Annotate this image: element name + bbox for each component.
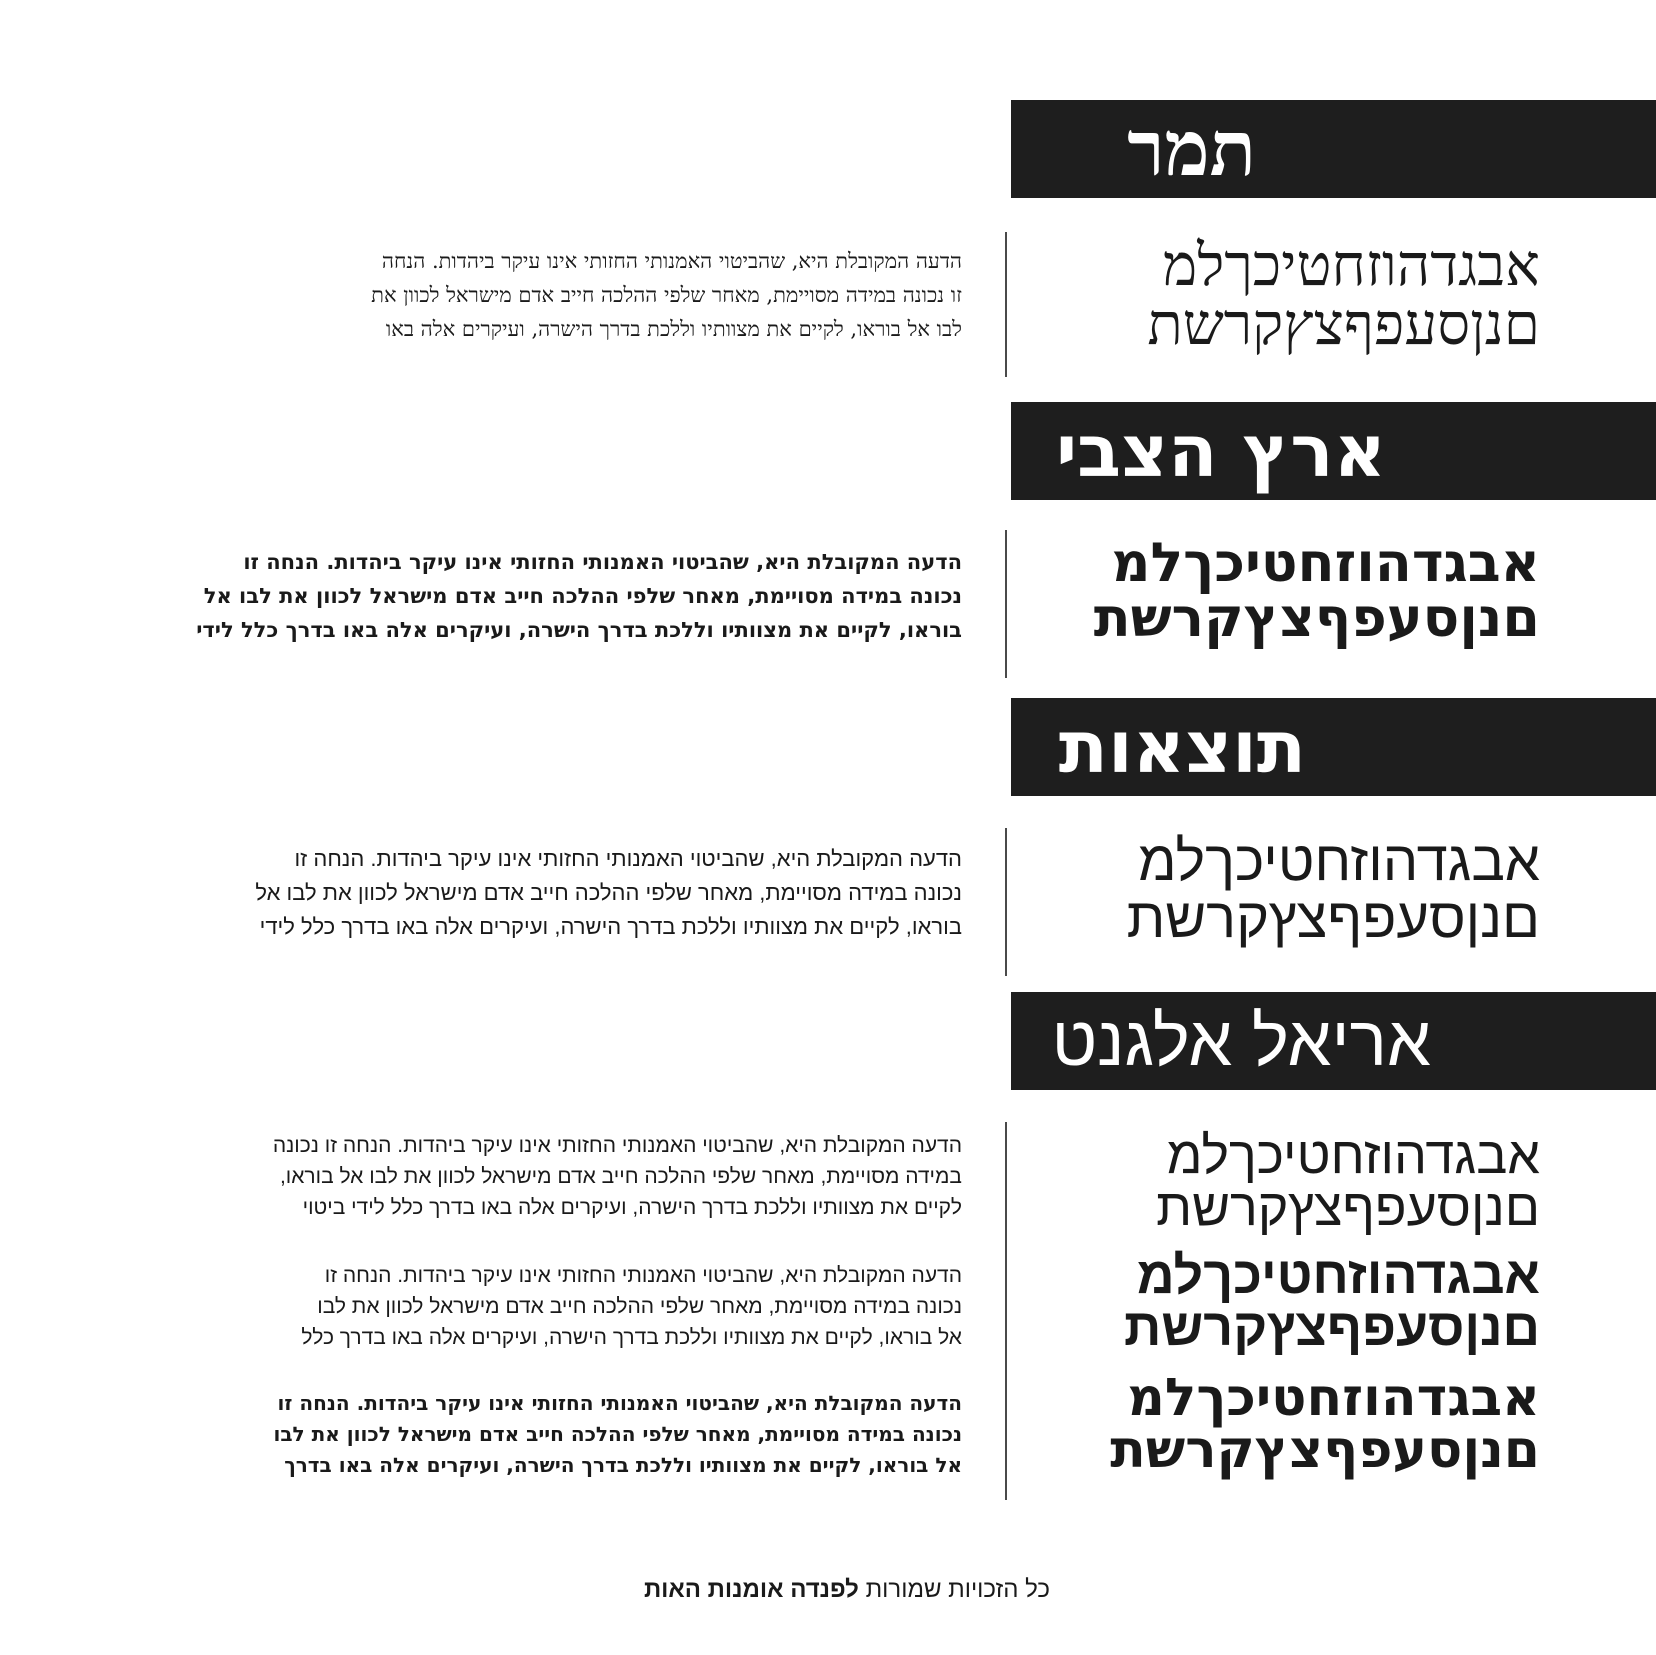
divider-rule bbox=[1005, 828, 1007, 976]
paragraph-line: אל בוראו, לקיים את מצוותיו וללכת בדרך הישרה, ועיקרים אלה באו בדרך bbox=[284, 1453, 962, 1477]
alphabet-line: אבגדהוזחטיכךלמ bbox=[1127, 1368, 1540, 1428]
copyright-text: כל הזכויות שמורות bbox=[865, 1576, 1050, 1603]
paragraph-line: הדעה המקובלת היא, שהביטוי האמנותי החזותי אינו עיקר ביהדות. הנחה זו bbox=[294, 846, 962, 871]
font-title: תוצאות bbox=[1058, 705, 1306, 789]
divider-rule bbox=[1005, 1122, 1007, 1500]
alphabet-line: םנןסעפףצץקרשת bbox=[1156, 1179, 1540, 1237]
paragraph-line: הדעה המקובלת היא, שהביטוי האמנותי החזותי אינו עיקר ביהדות. הנחה זו bbox=[243, 550, 962, 574]
sample-paragraph bbox=[150, 244, 962, 346]
alphabet-line: אבגדהוזחטיכךלמ bbox=[1136, 1247, 1540, 1305]
alphabet-line: אבגדהוזחטיכךלמ bbox=[1162, 231, 1540, 299]
paragraph-line: בוראו, לקיים את מצוותיו וללכת בדרך הישרה, ועיקרים אלה באו בדרך כלל לידי bbox=[196, 618, 962, 642]
alphabet-sample-light bbox=[1020, 1127, 1540, 1237]
paragraph-line: הדעה המקובלת היא, שהביטוי האמנותי החזותי אינו עיקר ביהדות. הנחה זו bbox=[324, 1264, 962, 1287]
alphabet-sample bbox=[1020, 231, 1540, 359]
paragraph-line: הדעה המקובלת היא, שהביטוי האמנותי החזותי אינו עיקר ביהדות. הנחה זו נכונה bbox=[272, 1134, 962, 1157]
font-title-banner-eretz-hatzvi bbox=[1011, 402, 1656, 500]
paragraph-line: נכונה במידה מסויימת, מאחר שלפי ההלכה חייב אדם מישראל לכוון את לבו bbox=[273, 1422, 962, 1446]
paragraph-line: הדעה המקובלת היא, שהביטוי האמנותי החזותי אינו עיקר ביהדות. הנחה זו bbox=[277, 1391, 962, 1415]
paragraph-line: לבו אל בוראו, לקיים את מצוותיו וללכת בדרך הישרה, ועיקרים אלה באו bbox=[385, 317, 962, 341]
paragraph-line: הדעה המקובלת היא, שהביטוי האמנותי החזותי אינו עיקר ביהדות. הנחה bbox=[381, 249, 962, 273]
font-title: תמר bbox=[1127, 104, 1256, 193]
alphabet-line: אבגדהוזחטיכךלמ bbox=[1111, 531, 1540, 594]
alphabet-line: םנןסעפףצץקרשת bbox=[1126, 886, 1540, 950]
alphabet-line: םנןסעפףצץקרשת bbox=[1093, 586, 1540, 650]
alphabet-sample bbox=[1020, 829, 1540, 950]
alphabet-sample-bold bbox=[1020, 1368, 1540, 1480]
sample-paragraph-medium bbox=[150, 1260, 962, 1353]
alphabet-line: םנןסעפףצץקרשת bbox=[1147, 290, 1540, 359]
divider-rule bbox=[1005, 232, 1007, 377]
alphabet-sample-medium bbox=[1020, 1247, 1540, 1357]
paragraph-line: נכונה במידה מסויימת, מאחר שלפי ההלכה חייב אדם מישראל לכוון את לבו bbox=[317, 1295, 962, 1318]
alphabet-line: םנןסעפףצץקרשת bbox=[1110, 1420, 1540, 1480]
sample-paragraph bbox=[150, 842, 962, 944]
font-title: ארץ הצבי bbox=[1055, 409, 1386, 493]
divider-rule bbox=[1005, 530, 1007, 678]
alphabet-line: אבגדהוזחטיכךלמ bbox=[1138, 829, 1540, 892]
alphabet-sample bbox=[1020, 531, 1540, 650]
alphabet-line: םנןסעפףצץקרשת bbox=[1124, 1299, 1540, 1357]
paragraph-line: נכונה במידה מסויימת, מאחר שלפי ההלכה חייב אדם מישראל לכוון את לבו אל bbox=[255, 880, 962, 905]
sample-paragraph-light bbox=[150, 1130, 962, 1223]
paragraph-line: אל בוראו, לקיים את מצוותיו וללכת בדרך הישרה, ועיקרים אלה באו בדרך כלל bbox=[301, 1326, 962, 1349]
paragraph-line: לקיים את מצוותיו וללכת בדרך הישרה, ועיקרים אלה באו בדרך כלל לידי ביטוי bbox=[302, 1196, 962, 1219]
paragraph-line: בוראו, לקיים את מצוותיו וללכת בדרך הישרה, ועיקרים אלה באו בדרך כלל לידי bbox=[259, 914, 962, 939]
font-title: אריאל אלגנט bbox=[1051, 1002, 1431, 1080]
font-title-banner-tamar bbox=[1011, 100, 1656, 198]
paragraph-line: במידה מסויימת, מאחר שלפי ההלכה חייב אדם מישראל לכוון את לבו אל בוראו, bbox=[279, 1165, 962, 1188]
font-title-banner-totzaot bbox=[1011, 698, 1656, 796]
paragraph-line: זו נכונה במידה מסויימת, מאחר שלפי ההלכה חייב אדם מישראל לכוון את bbox=[371, 283, 962, 307]
sample-paragraph-bold bbox=[150, 1388, 962, 1481]
sample-paragraph bbox=[150, 545, 962, 647]
font-title-banner-ariel-elegant bbox=[1011, 992, 1656, 1090]
alphabet-line: אבגדהוזחטיכךלמ bbox=[1166, 1127, 1540, 1185]
paragraph-line: נכונה במידה מסויימת, מאחר שלפי ההלכה חייב אדם מישראל לכוון את לבו אל bbox=[203, 584, 962, 608]
brand-name: לפנדה אומנות האות bbox=[643, 1576, 859, 1603]
copyright-footer bbox=[450, 1576, 1050, 1604]
